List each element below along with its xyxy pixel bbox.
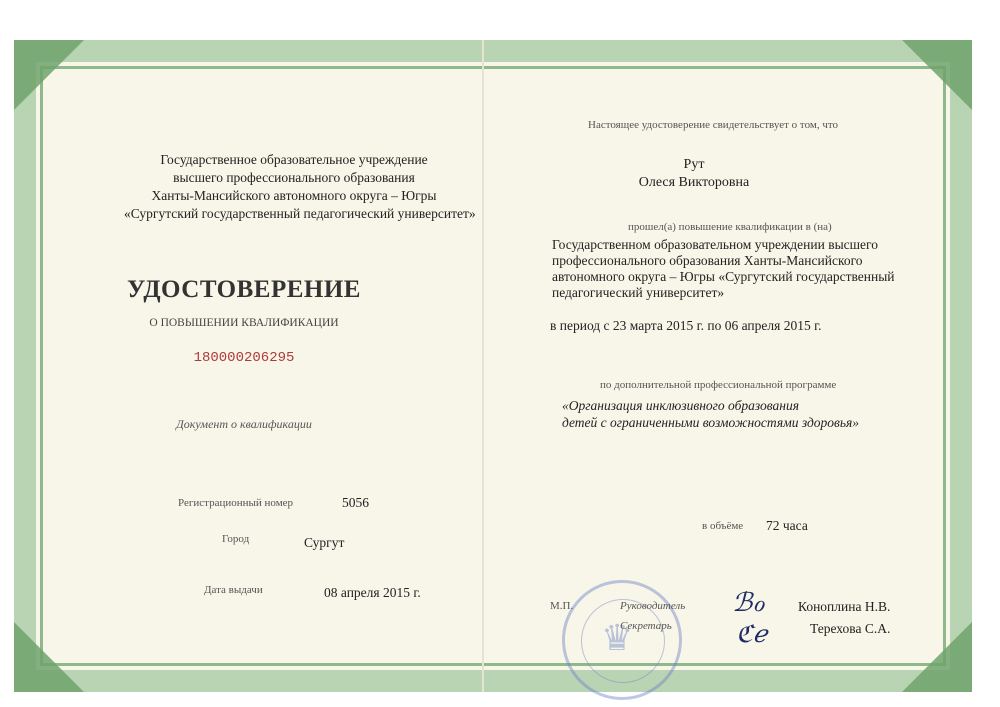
document-type: Документ о квалификации xyxy=(176,417,312,431)
institution-line-4: «Сургутский государственный педагогический университет» xyxy=(124,206,476,221)
institution-line-3: Ханты-Мансийского автономного округа – Югры xyxy=(151,188,437,203)
program-label: по дополнительной профессиональной программе xyxy=(600,379,837,391)
city-value: Сургут xyxy=(304,535,345,550)
institution-line-2: высшего профессионального образования xyxy=(173,170,415,185)
head-name: Коноплина Н.В. xyxy=(798,599,891,614)
issue-date-value: 08 апреля 2015 г. xyxy=(324,585,421,600)
full-name: Олеся Викторовна xyxy=(638,175,750,190)
official-seal xyxy=(562,580,682,700)
head-signature: ℬℴ xyxy=(732,588,765,618)
city-label: Город xyxy=(222,533,250,545)
institution-line-1: Государственное образовательное учреждение xyxy=(160,152,428,167)
seal-place-label: М.П. xyxy=(550,600,574,612)
volume-value: 72 часа xyxy=(766,518,808,533)
secretary-name: Терехова С.А. xyxy=(810,621,891,636)
page-fold xyxy=(482,40,484,692)
certificate xyxy=(14,40,972,692)
program-line-2: детей с ограниченными возможностями здоровья» xyxy=(562,415,860,430)
certificate-number: 180000206295 xyxy=(193,350,295,366)
volume-label: в объёме xyxy=(702,520,744,532)
document-subtitle: О ПОВЫШЕНИИ КВАЛИФИКАЦИИ xyxy=(149,317,339,329)
program-line-1: «Организация инклюзивного образования xyxy=(562,398,799,413)
eagle-emblem-icon: ♛ xyxy=(601,618,634,658)
head-label: Руководитель xyxy=(620,600,686,612)
reg-number-value: 5056 xyxy=(342,495,369,510)
org-line-1: Государственном образовательном учреждении высшего xyxy=(552,237,878,252)
secretary-label: Секретарь xyxy=(620,620,672,632)
document-title: УДОСТОВЕРЕНИЕ xyxy=(127,276,361,303)
surname: Рут xyxy=(683,157,705,172)
secretary-signature: ℭℯ xyxy=(736,620,768,648)
issue-date-label: Дата выдачи xyxy=(204,584,263,596)
org-line-4: педагогический университет» xyxy=(552,285,725,300)
passed-label: прошел(а) повышение квалификации в (на) xyxy=(628,221,832,233)
org-line-3: автономного округа – Югры «Сургутский государственный xyxy=(552,269,895,284)
reg-number-label: Регистрационный номер xyxy=(178,497,294,509)
study-period: в период с 23 марта 2015 г. по 06 апреля 2015 г. xyxy=(550,318,822,333)
org-line-2: профессионального образования Ханты-Мансийского xyxy=(552,253,863,268)
certifies-text: Настоящее удостоверение свидетельствует о том, что xyxy=(588,119,839,131)
